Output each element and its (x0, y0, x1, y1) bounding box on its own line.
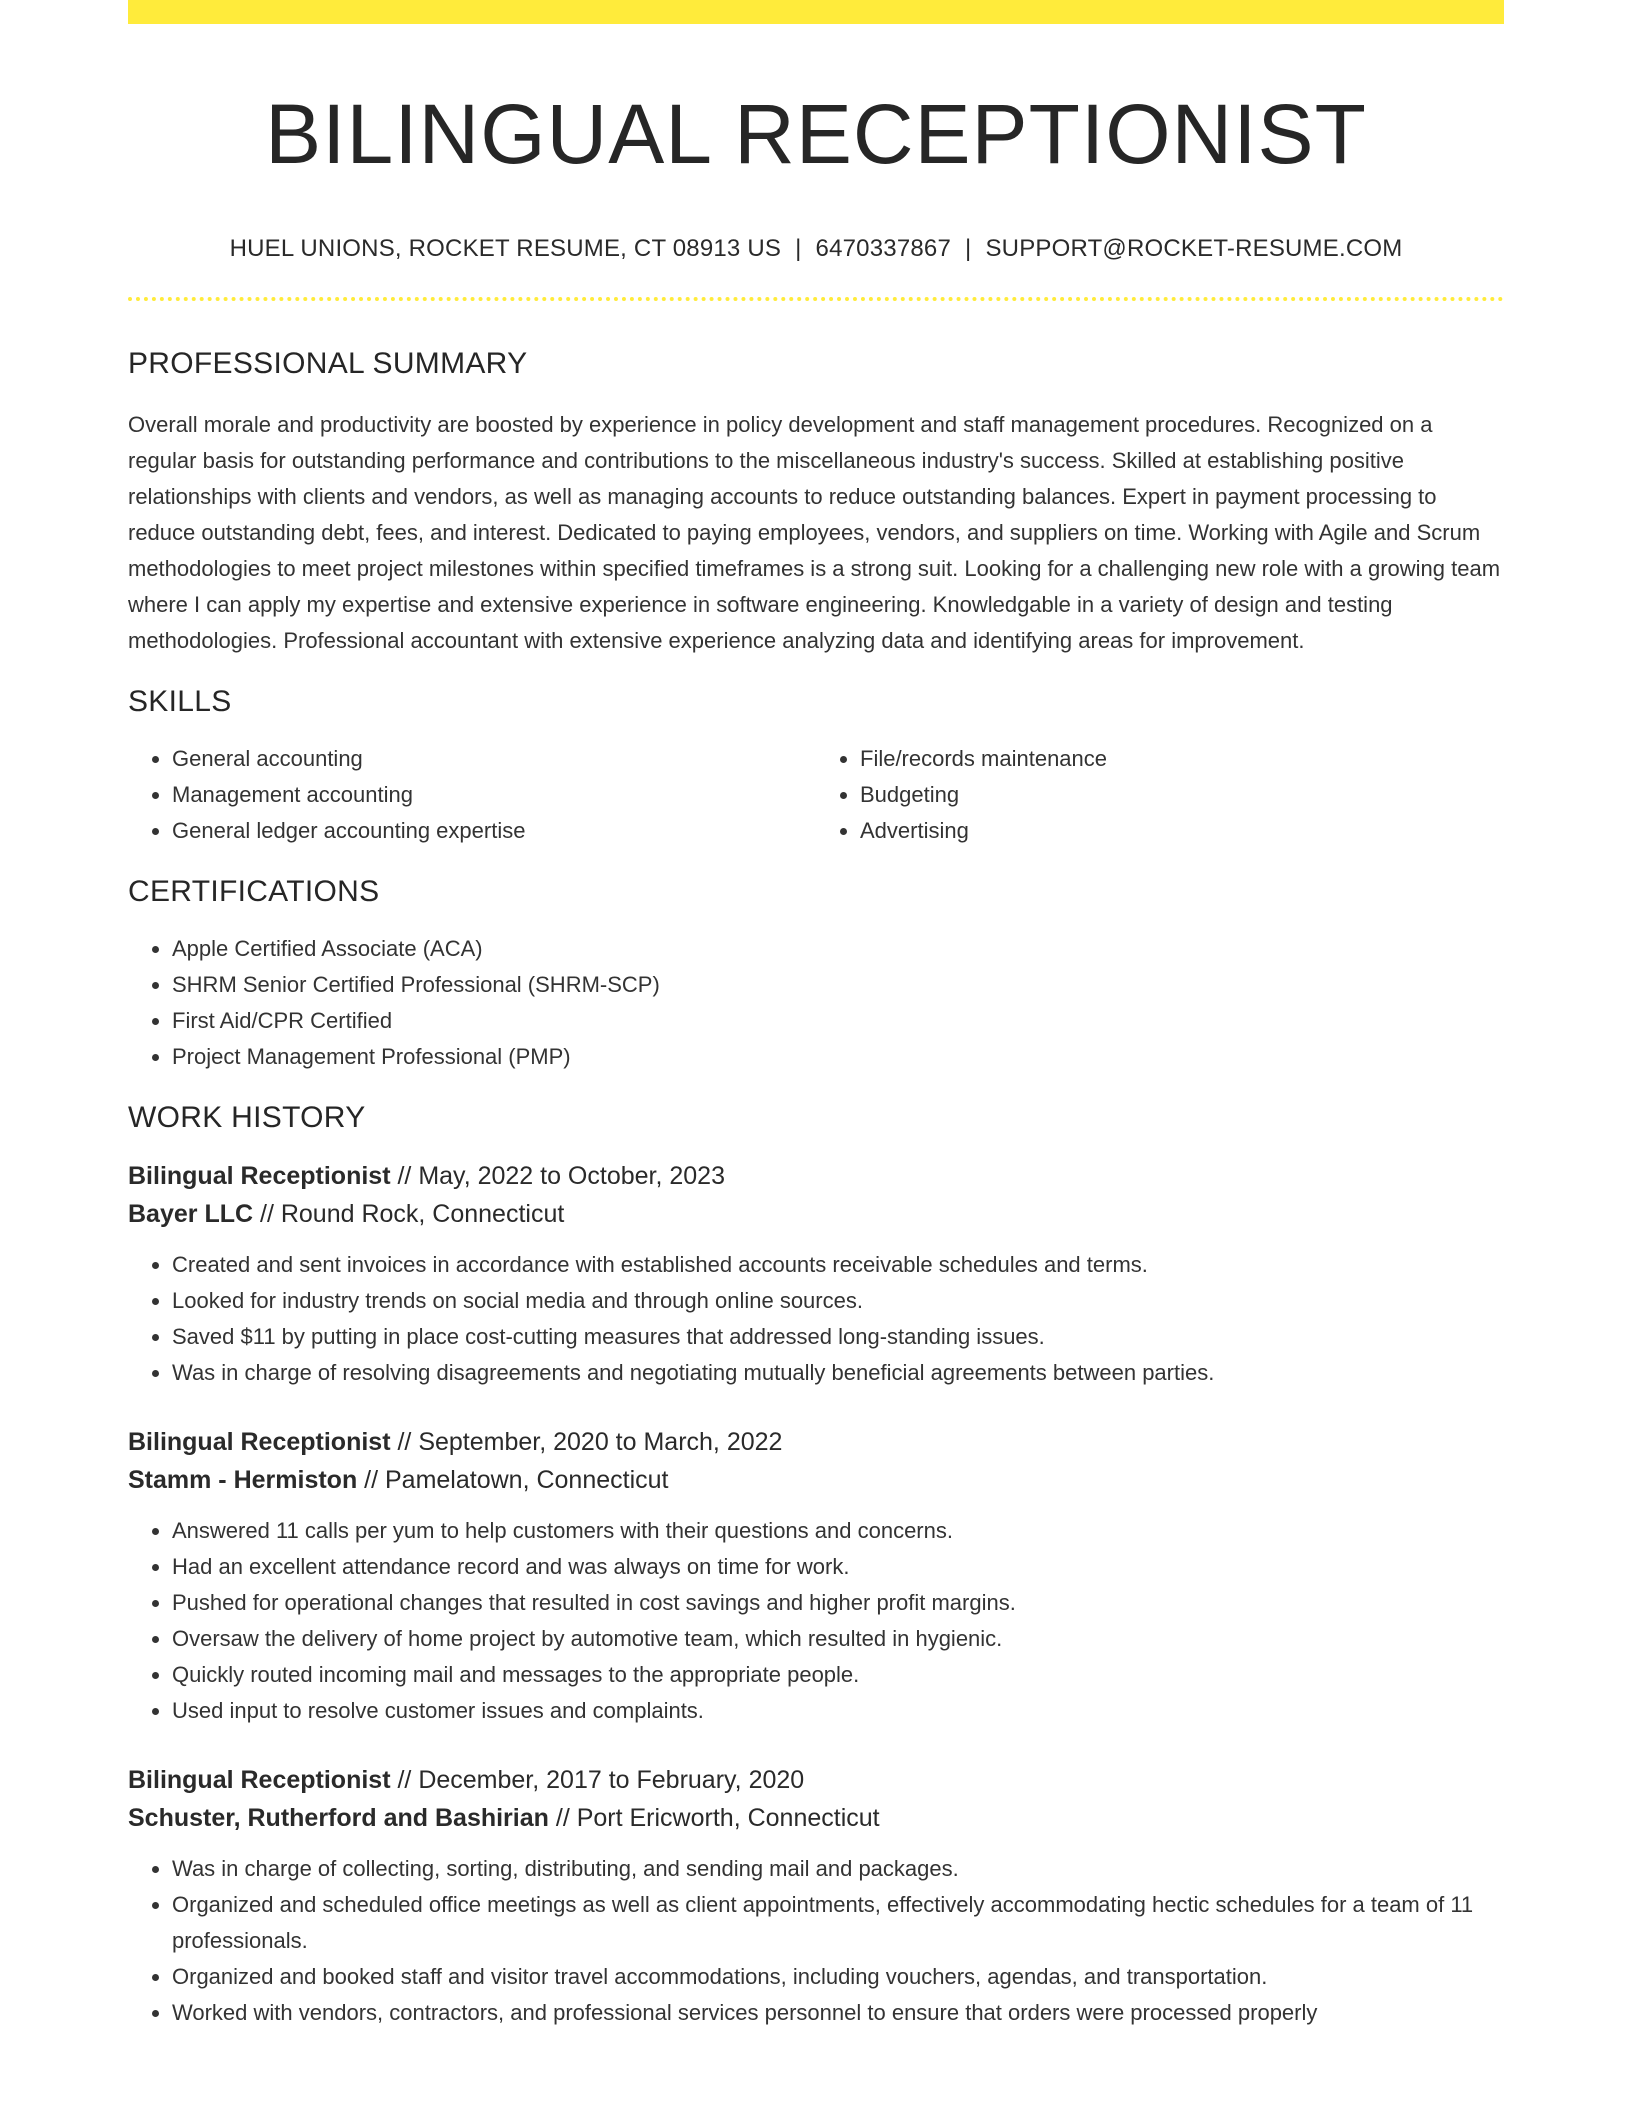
job-company-line (128, 1799, 1504, 1837)
certifications-list (128, 931, 1504, 1075)
job-bullet: • Oversaw the delivery of home project by automotive team, which resulted in hygienic. (172, 1621, 1504, 1657)
summary-section (128, 347, 1504, 659)
contact-phone: 6470337867 (815, 234, 952, 262)
job-bullet: • Quickly routed incoming mail and messages to the appropriate people. (172, 1657, 1504, 1693)
job-location: // Round Rock, Connecticut (253, 1199, 565, 1228)
certification-item: • SHRM Senior Certified Professional (SHRM-SCP) (172, 967, 1504, 1003)
job-bullet: • Organized and scheduled office meetings as well as client appointments, effectively accommodating hectic schedules for a team of 11 professionals. (172, 1887, 1504, 1959)
job-title-line (128, 1423, 1504, 1461)
skills-list-left (128, 741, 816, 849)
job-bullet: • Had an excellent attendance record and was always on time for work. (172, 1549, 1504, 1585)
skills-grid (128, 741, 1504, 849)
job-company: Schuster, Rutherford and Bashirian (128, 1803, 549, 1832)
job-bullet: • Was in charge of collecting, sorting, distributing, and sending mail and packages. (172, 1851, 1504, 1887)
summary-text: Overall morale and productivity are boosted by experience in policy development and staff management procedures. Recognized on a regular basis for outstanding performance and contributions to the miscellaneous industry's success. Skilled at establishing positive relationships with clients and vendors, as well as managing accounts to reduce outstanding balances. Expert in payment processing to reduce outstanding debt, fees, and interest. Dedicated to paying employees, vendors, and suppliers on time. Working with Agile and Scrum methodologies to meet project milestones within specified timeframes is a strong suit. Looking for a challenging new role with a growing team where I can apply my expertise and extensive experience in software engineering. Knowledgable in a variety of design and testing methodologies. Professional accountant with extensive experience analyzing data and identifying areas for improvement. (128, 411, 1501, 653)
work-history-heading: WORK HISTORY (128, 1100, 366, 1134)
summary-heading: PROFESSIONAL SUMMARY (128, 346, 528, 380)
skills-heading: SKILLS (128, 684, 232, 718)
job-bullet: • Answered 11 calls per yum to help customers with their questions and concerns. (172, 1513, 1504, 1549)
skill-item: • File/records maintenance (860, 741, 1504, 777)
skills-list-right (816, 741, 1504, 849)
skill-item: • Budgeting (860, 777, 1504, 813)
job-bullet: • Looked for industry trends on social media and through online sources. (172, 1283, 1504, 1319)
job-bullet: • Saved $11 by putting in place cost-cutting measures that addressed long-standing issues. (172, 1319, 1504, 1355)
contact-address: HUEL UNIONS, ROCKET RESUME, CT 08913 US (229, 234, 782, 262)
job-company: Stamm - Hermiston (128, 1465, 358, 1494)
job-title-line (128, 1761, 1504, 1799)
job-bullet: • Created and sent invoices in accordance with established accounts receivable schedules and terms. (172, 1247, 1504, 1283)
certifications-section (128, 875, 1504, 1075)
job-company-line (128, 1195, 1504, 1233)
job-bullet: • Organized and booked staff and visitor travel accommodations, including vouchers, agendas, and transportation. (172, 1959, 1504, 1995)
contact-email: SUPPORT@ROCKET-RESUME.COM (985, 234, 1403, 262)
contact-separator: | (795, 234, 802, 262)
job-title-line (128, 1157, 1504, 1195)
skill-item: • General ledger accounting expertise (172, 813, 816, 849)
certification-item: • First Aid/CPR Certified (172, 1003, 1504, 1039)
job-entry (128, 1761, 1504, 2031)
contact-line (128, 235, 1504, 263)
resume-page (128, 0, 1504, 2031)
job-entry (128, 1423, 1504, 1729)
certification-item: • Project Management Professional (PMP) (172, 1039, 1504, 1075)
top-accent-bar (128, 0, 1504, 24)
job-bullet: • Pushed for operational changes that resulted in cost savings and higher profit margins. (172, 1585, 1504, 1621)
job-dates: // May, 2022 to October, 2023 (390, 1161, 725, 1190)
job-dates: // December, 2017 to February, 2020 (390, 1765, 805, 1794)
skill-item: • Management accounting (172, 777, 816, 813)
work-history-section (128, 1101, 1504, 2031)
job-entry (128, 1157, 1504, 1391)
job-bullet: • Used input to resolve customer issues and complaints. (172, 1693, 1504, 1729)
job-bullet: • Was in charge of resolving disagreements and negotiating mutually beneficial agreements between parties. (172, 1355, 1504, 1391)
certifications-heading: CERTIFICATIONS (128, 874, 380, 908)
skills-section (128, 685, 1504, 849)
dotted-divider (128, 297, 1504, 301)
job-company-line (128, 1461, 1504, 1499)
job-dates: // September, 2020 to March, 2022 (390, 1427, 783, 1456)
contact-separator: | (965, 234, 972, 262)
job-location: // Port Ericworth, Connecticut (548, 1803, 880, 1832)
job-title: Bilingual Receptionist (128, 1161, 391, 1190)
job-title: Bilingual Receptionist (128, 1765, 391, 1794)
job-company: Bayer LLC (128, 1199, 254, 1228)
job-title: Bilingual Receptionist (128, 1427, 391, 1456)
job-location: // Pamelatown, Connecticut (357, 1465, 669, 1494)
certification-item: • Apple Certified Associate (ACA) (172, 931, 1504, 967)
job-bullets (128, 1247, 1504, 1391)
skill-item: • General accounting (172, 741, 816, 777)
skill-item: • Advertising (860, 813, 1504, 849)
job-bullets (128, 1851, 1504, 2031)
job-bullets (128, 1513, 1504, 1729)
job-bullet: • Worked with vendors, contractors, and professional services personnel to ensure that orders were processed properly (172, 1995, 1504, 2031)
candidate-name: BILINGUAL RECEPTIONIST (265, 87, 1367, 181)
